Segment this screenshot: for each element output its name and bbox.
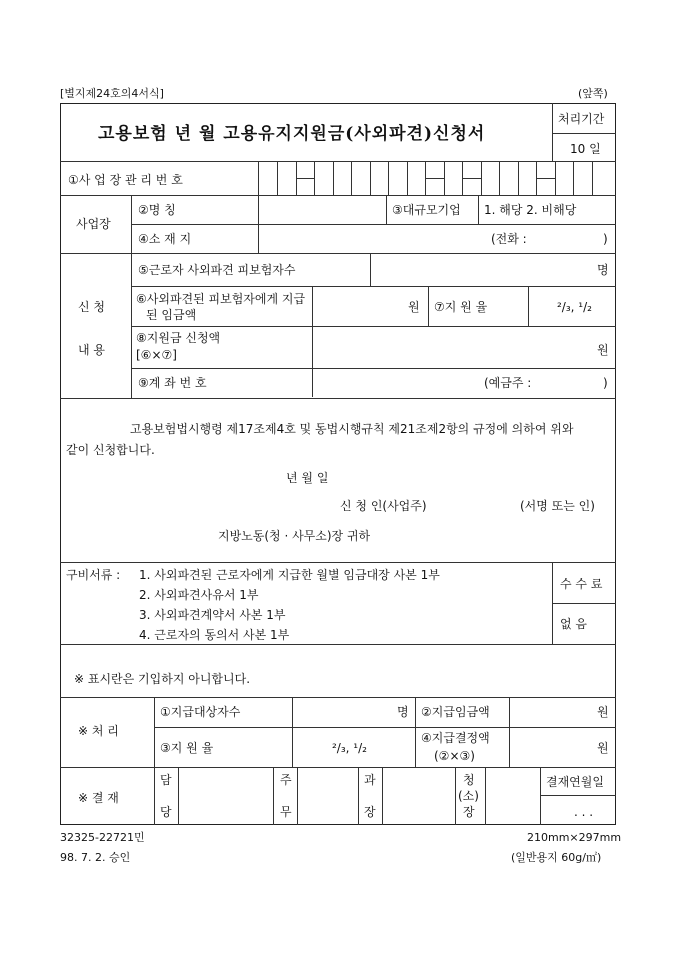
processing-period-label: 처리기간	[558, 112, 605, 126]
office-use-notice: ※ 표시란은 기입하지 아니합니다.	[74, 672, 251, 686]
approver-chief-bottom: 장	[364, 805, 376, 819]
business-address-field[interactable]	[259, 225, 484, 252]
approver-staff-sign-box[interactable]	[179, 768, 272, 824]
paid-wage-unit: 원	[597, 705, 609, 719]
approver-manager-bottom: 무	[280, 805, 292, 819]
approver-manager-top: 주	[280, 773, 292, 787]
applicant-label: 신 청 인(사업주)	[340, 499, 427, 513]
approver-manager-sign-box[interactable]	[298, 768, 357, 824]
wage-amount-label-2: 된 임금액	[146, 308, 197, 322]
wage-amount-field[interactable]	[313, 287, 405, 325]
approver-head-sign-box[interactable]	[486, 768, 539, 824]
decided-amount-unit: 원	[597, 741, 609, 755]
required-document-item: 4. 근로자의 동의서 사본 1부	[139, 628, 290, 642]
business-name-field[interactable]	[259, 196, 386, 223]
approval-section-label: ※ 결 재	[78, 791, 119, 805]
office-rate-value: ²/₃, ¹/₂	[332, 741, 367, 755]
phone-close: )	[603, 232, 608, 246]
application-section-label-2: 내 용	[78, 343, 105, 357]
requested-amount-label-2: [⑥×⑦]	[136, 348, 177, 362]
account-number-label: ⑨계 좌 번 호	[138, 376, 207, 390]
decided-amount-label-1: ④지급결정액	[421, 731, 490, 745]
approval-date-footer: 98. 7. 2. 승인	[60, 851, 131, 864]
approver-chief-sign-box[interactable]	[383, 768, 454, 824]
phone-label: (전화 :	[491, 232, 527, 246]
application-section-label-1: 신 청	[78, 300, 105, 314]
required-document-item: 2. 사외파견사유서 1부	[139, 588, 259, 602]
business-section-label: 사업장	[76, 217, 111, 231]
declaration-date[interactable]: 년 월 일	[286, 471, 329, 485]
form-code: 32325-22721민	[60, 831, 145, 844]
approver-head-middle: (소)	[458, 789, 479, 803]
large-company-options[interactable]: 1. 해당 2. 비해당	[484, 203, 577, 217]
approver-staff-bottom: 당	[160, 805, 172, 819]
approver-head-bottom: 장	[463, 805, 475, 819]
requested-amount-label-1: ⑧지원금 신청액	[136, 331, 221, 345]
fee-label: 수 수 료	[560, 577, 603, 591]
wage-amount-label-1: ⑥사외파견된 피보험자에게 지급	[136, 292, 306, 306]
dispatched-workers-label: ⑤근로자 사외파견 피보험자수	[138, 263, 296, 277]
approval-date-value[interactable]: . . .	[574, 805, 594, 819]
support-rate-label: ⑦지 원 율	[434, 300, 488, 314]
form-number: [별지제24호의4서식]	[60, 87, 164, 100]
requested-amount-unit: 원	[597, 343, 609, 357]
large-company-label: ③대규모기업	[392, 203, 461, 217]
approver-chief-top: 과	[364, 773, 376, 787]
paper-type: (일반용지 60g/㎡)	[511, 851, 602, 864]
account-holder-close: )	[603, 376, 608, 390]
form-title: 고용보험 년 월 고용유지지원금(사외파견)신청서	[98, 124, 486, 144]
approver-head-top: 청	[463, 773, 475, 787]
office-rate-label: ③지 원 율	[160, 741, 214, 755]
dispatched-workers-field[interactable]	[371, 254, 591, 285]
payment-target-label: ①지급대상자수	[160, 705, 241, 719]
processing-section-label: ※ 처 리	[78, 724, 119, 738]
required-document-item: 3. 사외파견계약서 사본 1부	[139, 608, 286, 622]
account-holder-label: (예금주 :	[484, 376, 532, 390]
requested-amount-field[interactable]	[313, 327, 593, 367]
decided-amount-label-2: (②×③)	[434, 749, 475, 763]
declaration-line-1: 고용보험법시행령 제17조제4호 및 동법시행규칙 제21조제2항의 규정에 의하여 위와	[130, 422, 574, 436]
business-address-label: ④소 재 지	[138, 232, 192, 246]
page-side-label: (앞쪽)	[578, 87, 608, 100]
signature-label[interactable]: (서명 또는 인)	[520, 499, 595, 513]
fee-value: 없 음	[560, 617, 587, 631]
wage-amount-unit: 원	[408, 300, 420, 314]
support-rate-value[interactable]: ²/₃, ¹/₂	[557, 300, 592, 314]
approval-date-label: 결재연월일	[546, 775, 604, 789]
addressee: 지방노동(청 · 사무소)장 귀하	[218, 529, 371, 543]
payment-target-unit: 명	[397, 705, 409, 719]
business-reg-no-label: ①사 업 장 관 리 번 호	[68, 173, 183, 187]
required-documents-label: 구비서류 :	[66, 568, 121, 582]
business-name-label: ②명 칭	[138, 203, 176, 217]
account-number-field[interactable]	[313, 369, 478, 397]
declaration-line-2: 같이 신청합니다.	[66, 443, 155, 457]
paid-wage-label: ②지급임금액	[421, 705, 490, 719]
paper-size: 210mm×297mm	[527, 831, 622, 844]
required-document-item: 1. 사외파견된 근로자에게 지급한 월별 임금대장 사본 1부	[139, 568, 440, 582]
processing-period-value: 10 일	[570, 142, 601, 156]
dispatched-workers-unit: 명	[597, 263, 609, 277]
approver-staff-top: 담	[160, 773, 172, 787]
